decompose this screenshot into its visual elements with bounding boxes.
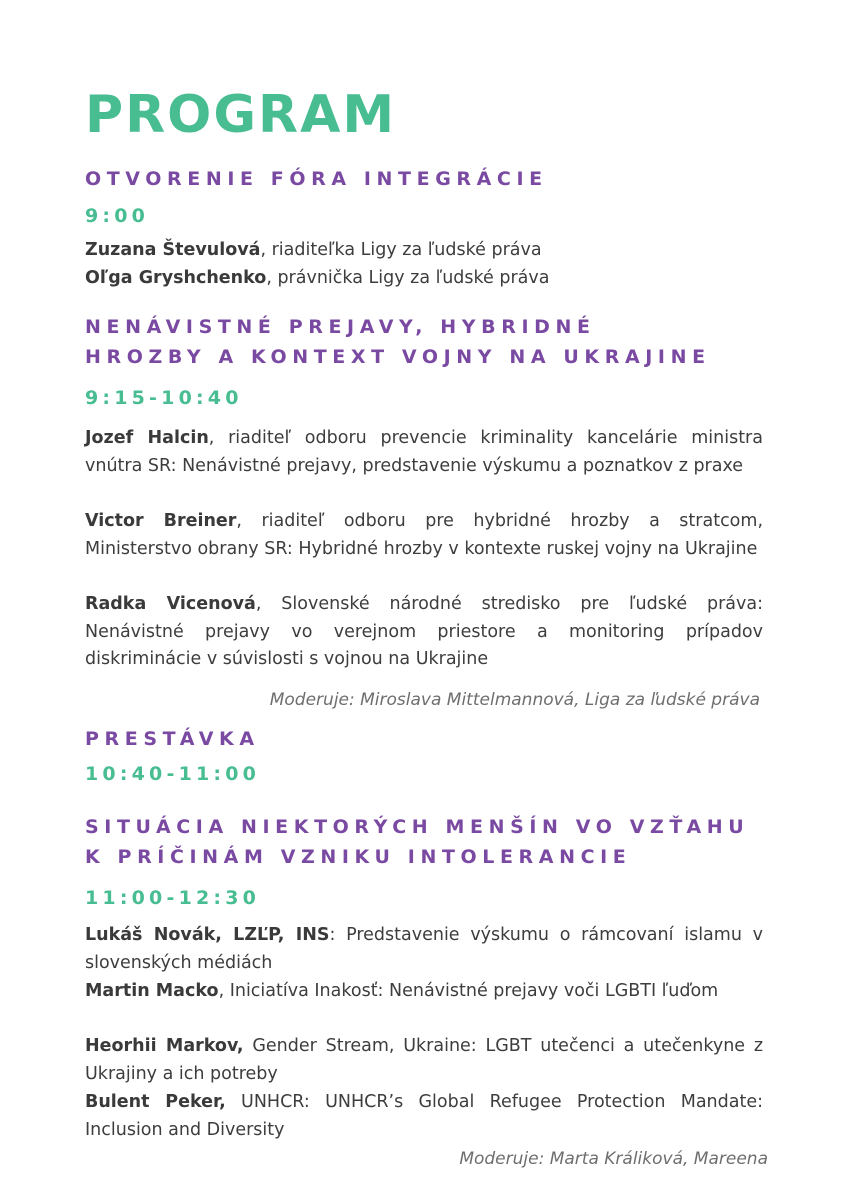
- speaker-description: , Iniciatíva Inakosť: Nenávistné prejavy voči LGBTI ľuďom: [218, 981, 719, 1001]
- speaker-name: Oľga Gryshchenko: [85, 268, 267, 288]
- heading-line: NENÁVISTNÉ PREJAVY, HYBRIDNÉ: [85, 316, 596, 338]
- section-heading-break: [85, 724, 765, 754]
- moderator-note: Moderuje: Miroslava Mittelmannová, Liga za ľudské práva: [269, 690, 760, 710]
- speaker-name: Bulent Peker,: [85, 1092, 226, 1112]
- section-heading-hate-speech: [85, 312, 765, 372]
- speaker-name: Heorhii Markov,: [85, 1036, 244, 1056]
- speaker-description: UNHCR: UNHCR’s Global Refugee Protection Mandate: Inclusion and Diversity: [85, 1092, 764, 1140]
- speaker-entry: [85, 265, 763, 293]
- speaker-entry: [85, 978, 763, 1006]
- speaker-entry: [85, 1089, 763, 1144]
- speaker-description: , Slovenské národné stredisko pre ľudské práva: Nenávistné prejavy vo verejnom priestore a monitoring prípadov diskriminácie v súvislosti s vojnou na Ukrajine: [85, 594, 764, 670]
- moderator-note: Moderuje: Marta Králiková, Mareena: [459, 1149, 768, 1169]
- speaker-description: , riaditeľ odboru pre hybridné hrozby a stratcom, Ministerstvo obrany SR: Hybridné hrozby v kontexte ruskej vojny na Ukrajine: [85, 511, 764, 559]
- heading-line: K PRÍČINÁM VZNIKU INTOLERANCIE: [85, 846, 632, 868]
- speaker-entry: [85, 922, 763, 977]
- speaker-name: Lukáš Novák, LZĽP, INS: [85, 925, 330, 945]
- section-time-hate-speech: 9:15-10:40: [85, 387, 243, 409]
- heading-line: OTVORENIE FÓRA INTEGRÁCIE: [85, 168, 548, 190]
- speaker-name: Victor Breiner: [85, 511, 237, 531]
- heading-line: HROZBY A KONTEXT VOJNY NA UKRAJINE: [85, 346, 711, 368]
- speaker-entry: [85, 425, 763, 480]
- section-heading-minorities: [85, 812, 765, 872]
- speaker-entry: [85, 508, 763, 563]
- speaker-entry: [85, 591, 763, 674]
- heading-line: SITUÁCIA NIEKTORÝCH MENŠÍN VO VZŤAHU: [85, 816, 750, 838]
- speaker-name: Zuzana Števulová: [85, 240, 261, 260]
- speaker-description: : Predstavenie výskumu o rámcovaní islamu v slovenských médiách: [85, 925, 764, 973]
- heading-line: PRESTÁVKA: [85, 728, 260, 750]
- speaker-name: Martin Macko: [85, 981, 219, 1001]
- section-heading-opening: [85, 164, 765, 194]
- section-time-break: 10:40-11:00: [85, 763, 261, 785]
- page-title: PROGRAM: [85, 85, 397, 145]
- speaker-description: Gender Stream, Ukraine: LGBT utečenci a utečenkyne z Ukrajiny a ich potreby: [85, 1036, 764, 1084]
- section-time-minorities: 11:00-12:30: [85, 887, 261, 909]
- speaker-entry: [85, 1033, 763, 1088]
- speaker-name: Radka Vicenová: [85, 594, 256, 614]
- section-time-opening: 9:00: [85, 205, 150, 227]
- speaker-name: Jozef Halcin: [85, 428, 209, 448]
- speaker-description: , právnička Ligy za ľudské práva: [266, 268, 550, 288]
- speaker-description: , riaditeľ odboru prevencie kriminality kancelárie ministra vnútra SR: Nenávistné prejavy, predstavenie výskumu a poznatkov z praxe: [85, 428, 763, 476]
- speaker-entry: [85, 237, 763, 265]
- speaker-description: , riaditeľka Ligy za ľudské práva: [260, 240, 542, 260]
